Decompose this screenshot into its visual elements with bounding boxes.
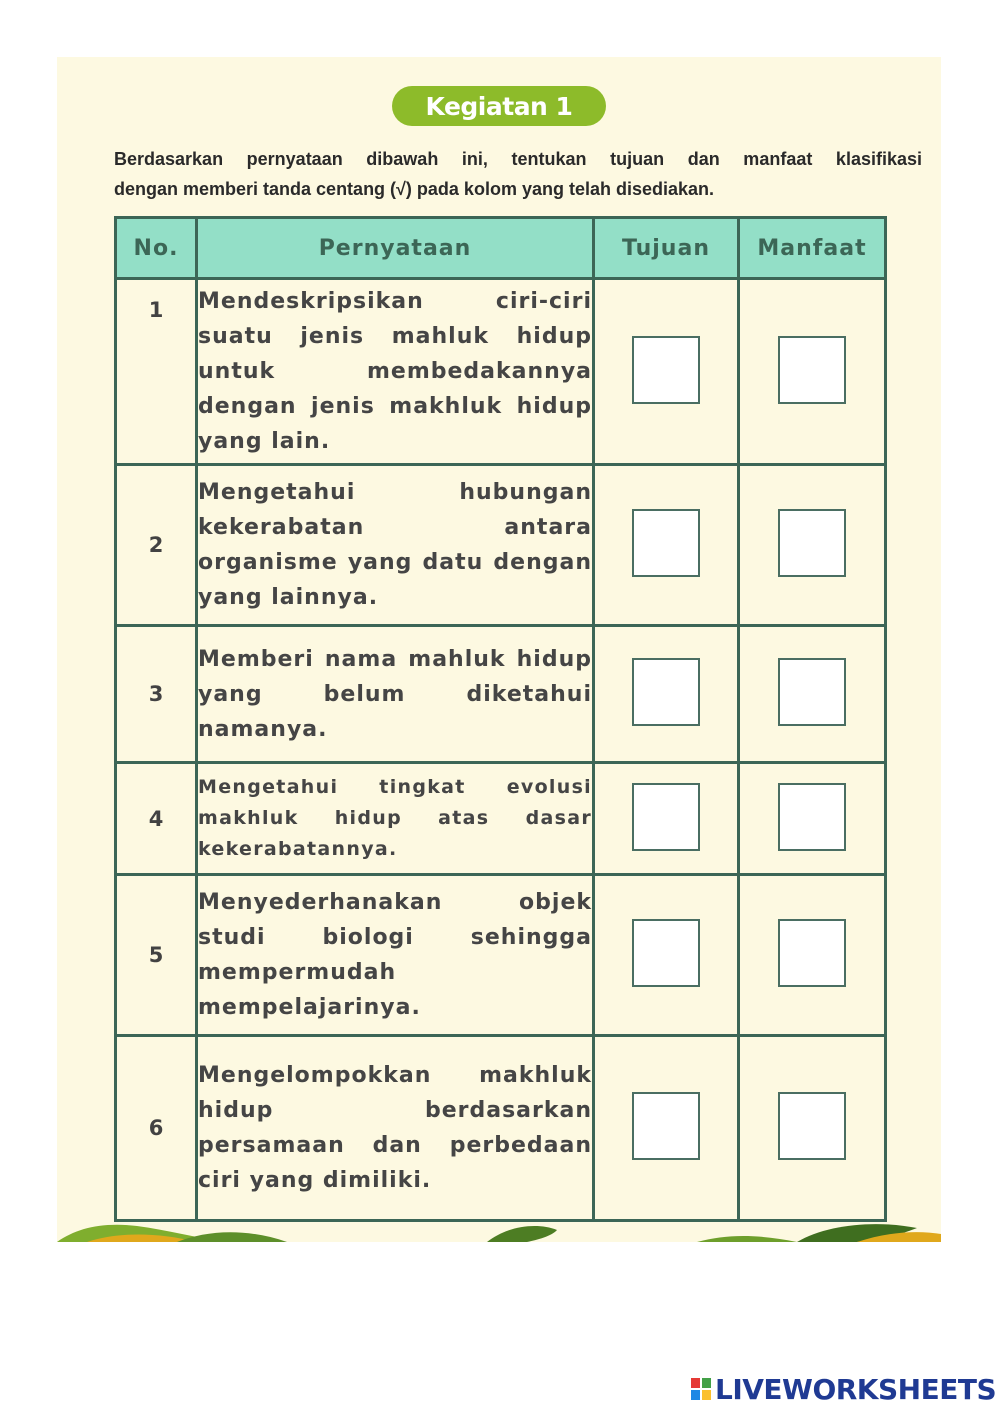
manfaat-cell [739,465,886,626]
row-statement: Mengetahui tingkat evolusi makhluk hidup atas dasar kekerabatannya. [197,763,594,875]
manfaat-checkbox[interactable] [778,658,846,726]
manfaat-checkbox[interactable] [778,509,846,577]
row-number: 4 [116,763,197,875]
tujuan-checkbox[interactable] [632,1092,700,1160]
row-statement: Mengelompokkan makhluk hidup berdasarkan persamaan dan perbedaan ciri yang dimiliki. [197,1036,594,1221]
instruction-text [114,144,922,204]
tujuan-cell [594,626,739,763]
tujuan-checkbox[interactable] [632,658,700,726]
instruction-line-1: Berdasarkan pernyataan dibawah ini, tentukan tujuan dan manfaat klasifikasi [114,149,922,169]
manfaat-cell [739,279,886,465]
tujuan-cell [594,465,739,626]
tujuan-cell [594,279,739,465]
manfaat-checkbox[interactable] [778,919,846,987]
logo-tile [702,1390,711,1400]
tujuan-cell [594,763,739,875]
logo-tile [702,1378,711,1388]
activity-title-badge: Kegiatan 1 [392,86,606,126]
table-header-row [116,218,886,279]
table-row [116,1036,886,1221]
logo-text: LIVEWORKSHEETS [715,1372,997,1406]
classification-table [114,216,887,1222]
row-statement: Mendeskripsikan ciri-ciri suatu jenis mahluk hidup untuk membedakannya dengan jenis makhluk hidup yang lain. [197,279,594,465]
row-number: 5 [116,875,197,1036]
manfaat-cell [739,1036,886,1221]
row-statement: Mengetahui hubungan kekerabatan antara organisme yang datu dengan yang lainnya. [197,465,594,626]
tujuan-checkbox[interactable] [632,783,700,851]
header-manfaat: Manfaat [739,218,886,279]
header-no: No. [116,218,197,279]
table-row [116,763,886,875]
table-row [116,875,886,1036]
logo-tile [691,1390,700,1400]
manfaat-checkbox[interactable] [778,1092,846,1160]
leaf-decoration [57,1220,941,1242]
row-statement: Memberi nama mahluk hidup yang belum diketahui namanya. [197,626,594,763]
row-number: 1 [116,279,197,465]
tujuan-checkbox[interactable] [632,509,700,577]
header-pernyataan: Pernyataan [197,218,594,279]
manfaat-cell [739,763,886,875]
tujuan-checkbox[interactable] [632,919,700,987]
table-row [116,626,886,763]
row-number: 2 [116,465,197,626]
manfaat-cell [739,875,886,1036]
manfaat-checkbox[interactable] [778,783,846,851]
manfaat-cell [739,626,886,763]
row-statement: Menyederhanakan objek studi biologi sehingga mempermudah mempelajarinya. [197,875,594,1036]
tujuan-cell [594,1036,739,1221]
table-row [116,279,886,465]
row-number: 3 [116,626,197,763]
tujuan-cell [594,875,739,1036]
header-tujuan: Tujuan [594,218,739,279]
liveworksheets-logo [691,1372,996,1406]
table-row [116,465,886,626]
tujuan-checkbox[interactable] [632,336,700,404]
logo-mark [691,1378,711,1400]
row-number: 6 [116,1036,197,1221]
logo-tile [691,1378,700,1388]
manfaat-checkbox[interactable] [778,336,846,404]
instruction-line-2: dengan memberi tanda centang (√) pada kolom yang telah disediakan. [114,179,715,199]
